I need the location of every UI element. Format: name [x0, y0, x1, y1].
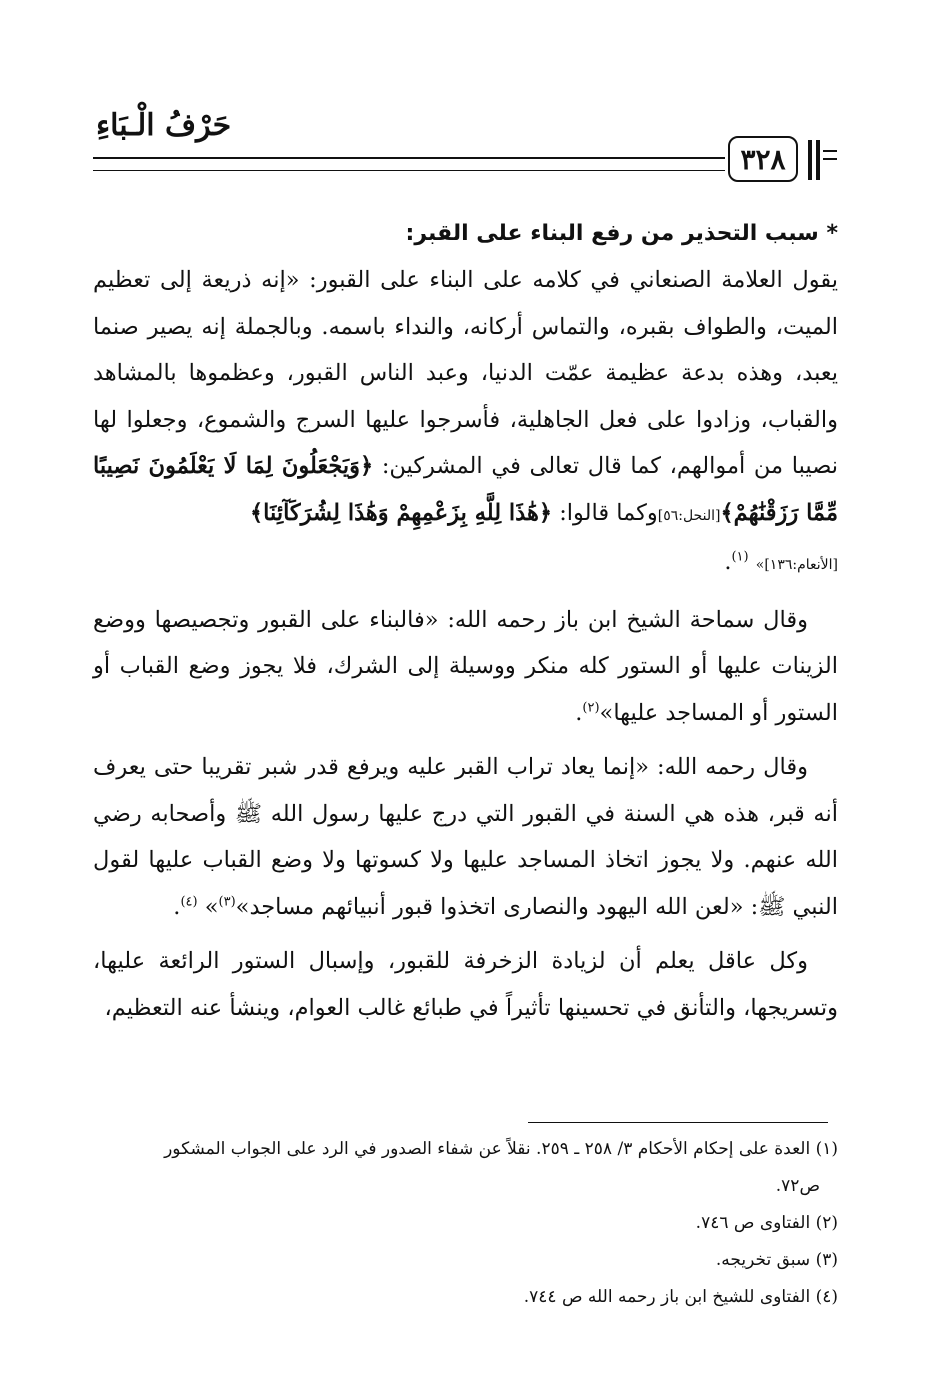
paragraph-text: وقال سماحة الشيخ ابن باز رحمه الله: «فالبناء على القبور وتجصيصها ووضع الزينات عليها أو الستور كله منكر ووسيلة إلى الشرك، فلا يجوز وضع القباب أو الستور أو المساجد عليها»: [93, 606, 838, 726]
footnote: (٢) الفتاوى ص ٧٤٦.: [695, 1213, 838, 1233]
footnote-ref: (٤): [180, 894, 198, 909]
body-text: [93, 211, 838, 1031]
ornament-bar: [816, 140, 820, 180]
paragraph: وقال رحمه الله: «إنما يعاد تراب القبر عليه ويرفع قدر شبر تقريبا حتى يعرف أنه قبر، هذه هي السنة في القبور التي درج عليها رسول الله ﷺ وأصحابه رضي الله عنهم. ولا يجوز اتخاذ المساجد عليها ولا كسوتها ولا وضع القباب عليها لقول النبي ﷺ: «لعن الله اليهود والنصارى اتخذوا قبور أنبيائهم مساجد»$^{(٣)}$» $^{(٤)}$.: [93, 754, 838, 920]
verse-citation: [النحل:٥٦]: [657, 507, 721, 524]
footnote-continuation: ص٧٢.: [775, 1176, 820, 1196]
quran-verse: ﴿هَٰذَا لِلَّهِ بِزَعْمِهِمْ وَهَٰذَا لِشُرَكَآئِنَا﴾: [249, 499, 553, 526]
page-number-box: [728, 136, 798, 182]
footnote: (١) العدة على إحكام الأحكام ٣/ ٢٥٨ ـ ٢٥٩. نقلاً عن شفاء الصدور في الرد على الجواب المشكور: [164, 1139, 838, 1159]
ornament-equals: [823, 150, 837, 160]
header-rule-bottom: [93, 170, 725, 171]
section-heading: * سبب التحذير من رفع البناء على القبر:: [405, 221, 838, 246]
paragraph: وقال سماحة الشيخ ابن باز رحمه الله: «فالبناء على القبور وتجصيصها ووضع الزينات عليها أو الستور كله منكر ووسيلة إلى الشرك، فلا يجوز وضع القباب أو الستور أو المساجد عليها»$^{(٢)}$.: [93, 606, 838, 726]
paragraph-text: يقول العلامة الصنعاني في كلامه على البناء على القبور: «إنه ذريعة إلى تعظيم الميت، والطواف بقبره، والتماس أركانه، والنداء باسمه. وبالجملة إنه يصير صنما يعبد، وهذه بدعة عظيمة عمّت الدنيا، وعبد الناس القبور، وعظموها بالمشاهد والقباب، وزادوا على فعل الجاهلية، فأسرجوا عليها السرج والشموع، وجعلوا لها نصيبا من أموالهم، كما قال تعالى في المشركين:: [93, 267, 838, 479]
footnote: (٣) سبق تخريجه.: [715, 1250, 838, 1270]
paragraph: يقول العلامة الصنعاني في كلامه على البناء على القبور: «إنه ذريعة إلى تعظيم الميت، والطواف بقبره، والتماس أركانه، والنداء باسمه. وبالجملة إنه يصير صنما يعبد، وهذه بدعة عظيمة عمّت الدنيا، وعبد الناس القبور، وعظموها بالمشاهد والقباب، وزادوا على فعل الجاهلية، فأسرجوا عليها السرج والشموع، وجعلوا لها نصيبا من أموالهم، كما قال تعالى في المشركين: ﴿وَيَجْعَلُونَ لِمَا لَا يَعْلَمُونَ نَصِيبًا مِّمَّا رَزَقْنَٰهُمْ﴾[النحل:٥٦]وكما قالوا: ﴿هَٰذَا لِلَّهِ بِزَعْمِهِمْ وَهَٰذَا لِشُرَكَآئِنَا﴾ [الأنعام:١٣٦]» $^{(١)}$.: [93, 267, 838, 575]
footnote: (٤) الفتاوى للشيخ ابن باز رحمه الله ص ٧٤٤.: [523, 1287, 838, 1307]
paragraph-text: وقال رحمه الله: «إنما يعاد تراب القبر عليه ويرفع قدر شبر تقريبا حتى يعرف أنه قبر، هذه هي السنة في القبور التي درج عليها رسول الله ﷺ وأصحابه رضي الله عنهم. ولا يجوز اتخاذ المساجد عليها ولا كسوتها ولا وضع القباب عليها لقول النبي ﷺ: «لعن الله اليهود والنصارى اتخذوا قبور أنبيائهم مساجد»: [93, 754, 838, 920]
page-number: ٣٢٨: [740, 142, 786, 176]
paragraph: [93, 938, 838, 1031]
footnote-ref: (٣): [218, 894, 236, 909]
verse-citation: [الأنعام:١٣٦]»: [755, 557, 838, 573]
footnotes: [93, 1131, 838, 1316]
paragraph-text: »: [204, 893, 219, 920]
ornament-bar: [808, 140, 812, 180]
quran-verse: ﴿وَيَجْعَلُونَ لِمَا لَا يَعْلَمُونَ نَصِيبًا مِّمَّا رَزَقْنَٰهُمْ﴾: [93, 453, 838, 526]
footnote-ref: (١): [731, 549, 749, 565]
footnote-divider: [528, 1122, 828, 1123]
footnote-ref: (٢): [582, 700, 600, 715]
paragraph-text: وكل عاقل يعلم أن لزيادة الزخرفة للقبور، وإسبال الستور الرائعة عليها، وتسريجها، والتأنق في تحسينها تأثيراً في طبائع غالب العوام، وينشأ عنه التعظيم،: [93, 948, 838, 1021]
header-rule-top: [93, 157, 725, 159]
paragraph-text: وكما قالوا:: [552, 499, 658, 526]
chapter-title: حَرْفُ الْـبَاءِ: [96, 108, 232, 143]
